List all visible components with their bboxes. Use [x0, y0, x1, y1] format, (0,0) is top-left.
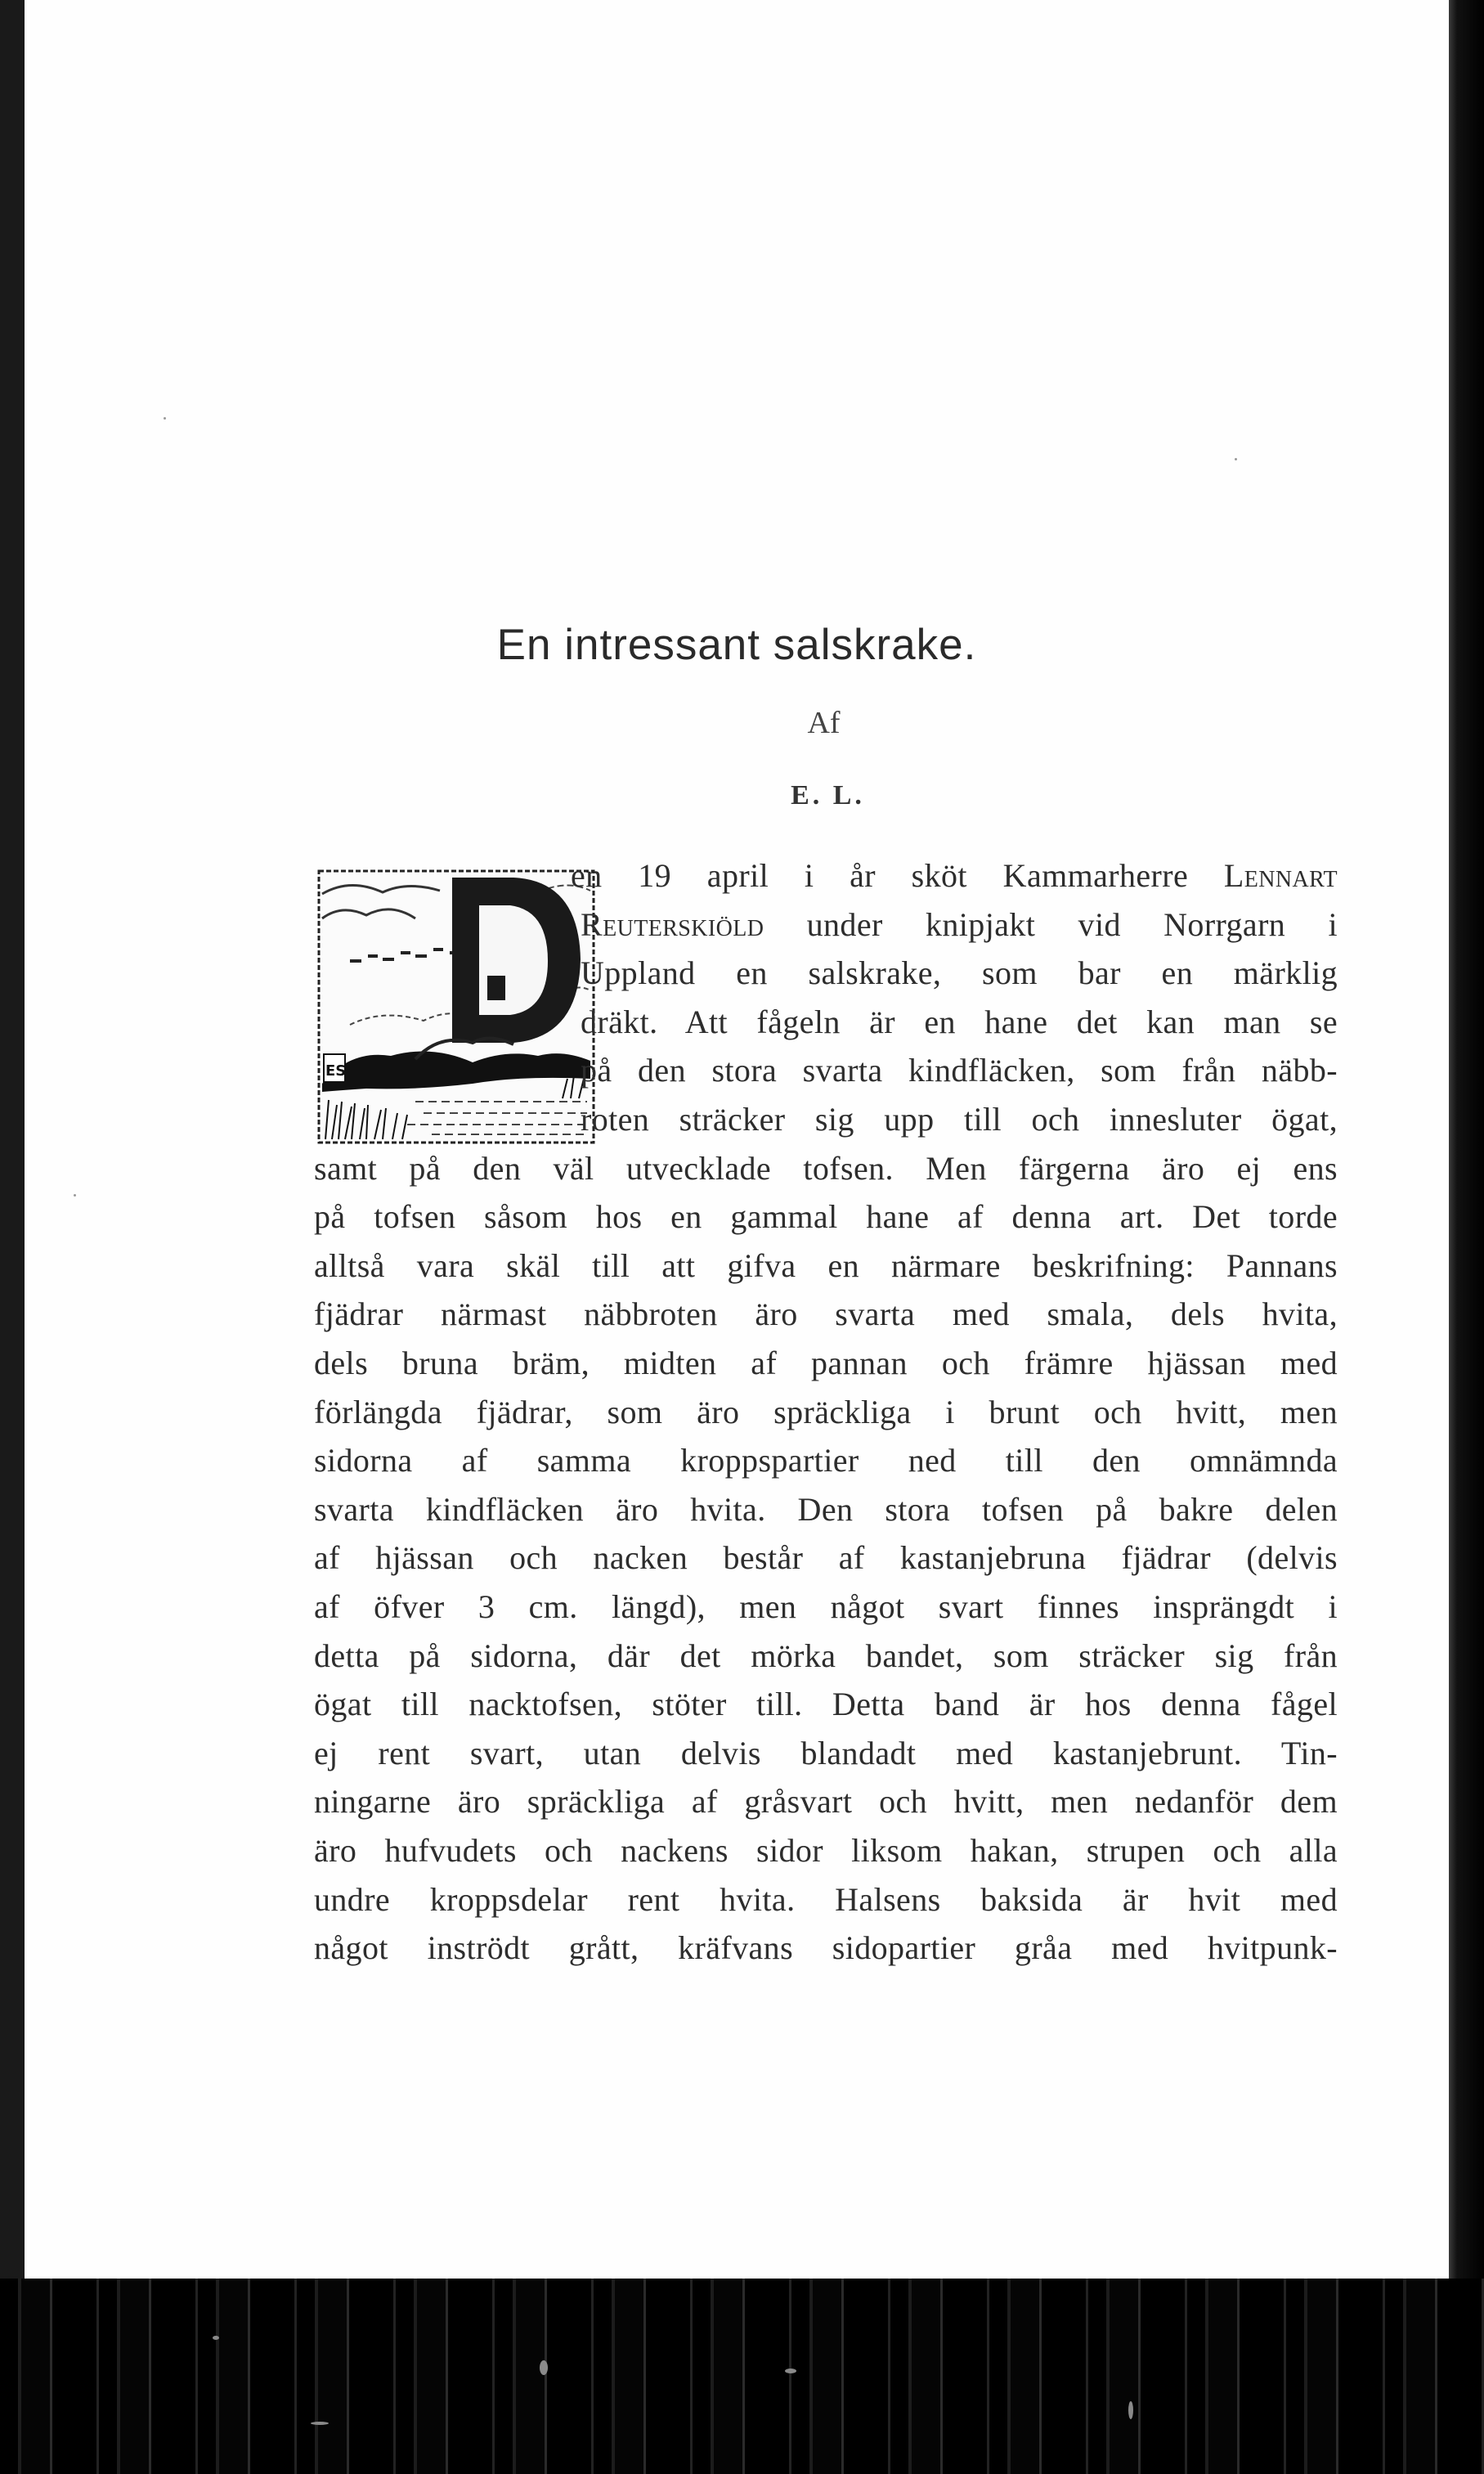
body-line-text: ögat till nacktofsen, stöter till. Detta band är hos denna fågel [314, 1686, 1338, 1723]
body-line [314, 1928, 1338, 1967]
body-line-text: ej rent svart, utan delvis blandadt med kastanjebrunt. Tin- [314, 1734, 1338, 1771]
body-line [581, 954, 1338, 992]
scan-speck [540, 2360, 548, 2375]
body-line [581, 905, 1338, 944]
body-line [581, 1051, 1338, 1089]
paper-speck [74, 1194, 76, 1197]
body-line [314, 1685, 1338, 1723]
paper-speck [1235, 458, 1237, 460]
byline-prefix: Af [807, 706, 841, 740]
body-line-text: svarta kindfläcken äro hvita. Den stora tofsen på bakre delen [314, 1490, 1338, 1528]
body-line-text: alltså vara skäl till att gifva en närmare beskrifning: Pannans [314, 1246, 1338, 1284]
scan-bottom-strip [0, 2279, 1484, 2474]
person-name-smallcaps: Lennart [1223, 857, 1338, 894]
body-line [314, 1344, 1338, 1382]
body-line [314, 1197, 1338, 1236]
body-line [314, 1149, 1338, 1188]
body-line [314, 1246, 1338, 1285]
body-line-text: ningarne äro spräckliga af gråsvart och hvitt, men nedanför dem [314, 1783, 1338, 1821]
scan-speck [311, 2422, 329, 2425]
body-line-text: fjädrar närmast näbbroten äro svarta med smala, dels hvita, [314, 1295, 1338, 1333]
body-line [314, 1490, 1338, 1529]
dropcap-monogram: ES [325, 1062, 347, 1080]
scan-speck [213, 2336, 219, 2340]
body-line-text: under knipjakt vid Norrgarn i [764, 905, 1338, 943]
body-line-text: äro hufvudets och nackens sidor liksom hakan, strupen och alla [314, 1832, 1338, 1869]
scan-left-margin [0, 0, 25, 2282]
scan-speck [785, 2368, 796, 2373]
body-line [581, 1100, 1338, 1138]
body-line [314, 1587, 1338, 1626]
body-line-text: dels bruna bräm, midten af pannan och främre hjässan med [314, 1345, 1338, 1381]
dropcap-letter-d [452, 878, 581, 1043]
body-line [314, 1734, 1338, 1772]
paper-speck [164, 417, 166, 420]
body-line [571, 856, 1338, 895]
byline-author: E. L. [791, 780, 865, 810]
body-line-text: undre kroppsdelar rent hvita. Halsens baksida är hvit med [314, 1880, 1338, 1918]
body-line-text: detta på sidorna, där det mörka bandet, som sträcker sig från [314, 1637, 1338, 1674]
body-line [581, 1003, 1338, 1041]
body-line [314, 1393, 1338, 1431]
body-line [314, 1880, 1338, 1919]
body-line-text: roten sträcker sig upp till och innesluter ögat, [581, 1101, 1338, 1138]
paper-page [25, 0, 1449, 2279]
body-line [314, 1637, 1338, 1675]
body-line-text: af öfver 3 cm. längd), men något svart finnes insprängdt i [314, 1588, 1338, 1625]
body-line-text: något inströdt grått, kräfvans sidopartier gråa med hvitpunk- [314, 1929, 1338, 1967]
body-line [314, 1782, 1338, 1821]
body-line-text: Uppland en salskrake, som bar en märklig [581, 954, 1338, 992]
body-line [314, 1441, 1338, 1479]
body-line-text: på den stora svarta kindfläcken, som från näbb- [581, 1052, 1338, 1089]
dropcap-illustration [317, 869, 595, 1144]
body-line [314, 1831, 1338, 1870]
article-title: En intressant salskrake. [496, 621, 977, 669]
person-name-smallcaps: Reuterskiöld [581, 905, 764, 943]
body-line-text: sidorna af samma kroppspartier ned till den omnämnda [314, 1442, 1338, 1479]
body-line-text: af hjässan och nacken består af kastanjebruna fjädrar (delvis [314, 1539, 1338, 1577]
body-line-text: en 19 april i år sköt Kammarherre [571, 857, 1224, 894]
scan-speck [1128, 2401, 1133, 2419]
body-line-text: dräkt. Att fågeln är en hane det kan man se [581, 1003, 1338, 1040]
body-line-text: samt på den väl utvecklade tofsen. Men färgerna äro ej ens [314, 1149, 1338, 1187]
body-line [314, 1295, 1338, 1333]
body-line-text: på tofsen såsom hos en gammal hane af denna art. Det torde [314, 1198, 1338, 1236]
scan-right-margin [1449, 0, 1484, 2474]
body-line [314, 1538, 1338, 1577]
body-line-text: förlängda fjädrar, som äro spräckliga i brunt och hvitt, men [314, 1393, 1338, 1430]
